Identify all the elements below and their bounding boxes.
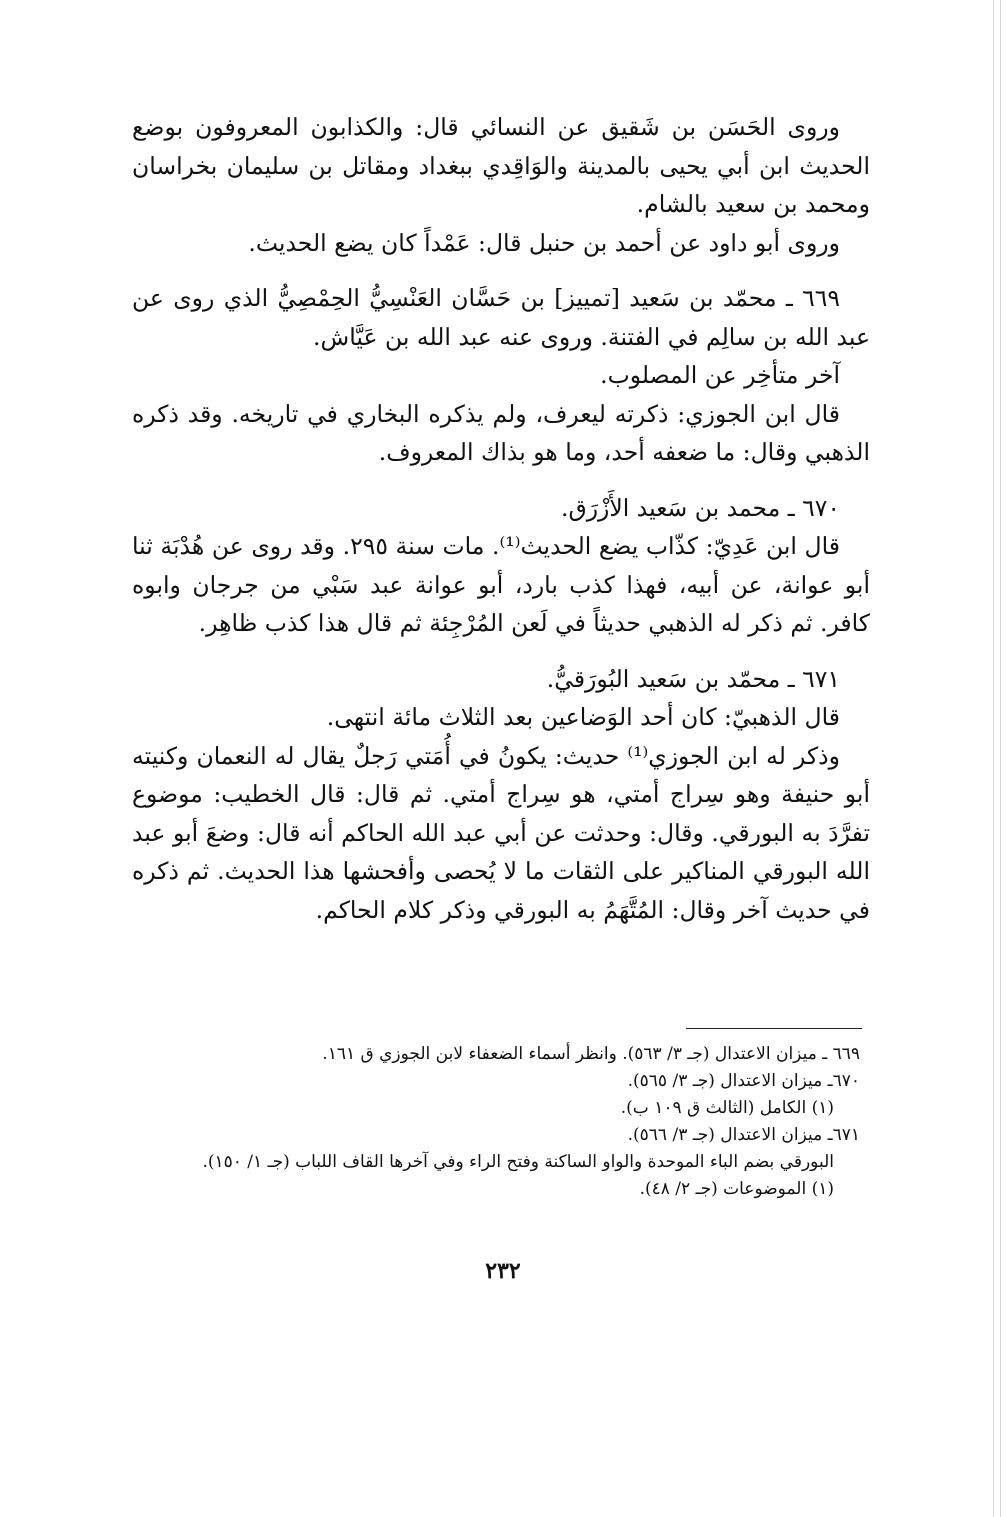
entry-670-text: قال ابن عَدِيّ: كذّاب يضع الحديث⁽¹⁾. مات سنة ٢٩٥. وقد روى عن هُدْبَة ثنا أبو عوانة، عن أبيه، فهذا كذب بارد، أبو عوانة عبد سَبْي من جرجان وابوه كافر. ثم ذكر له الذهبي حديثاً في لَعن المُرْجِئة ثم قال هذا كذب ظاهِر. [132, 532, 870, 637]
main-text [132, 108, 870, 929]
entry-669-text: قال ابن الجوزي: ذكرته ليعرف، ولم يذكره البخاري في تاريخه. وقد ذكره الذهبي وقال: ما ضعفه أحد، وما هو بذاك المعروف. [132, 399, 870, 466]
footnote-line: (١) الكامل (الثالث ق ١٠٩ ب). [620, 1098, 834, 1118]
page-edge-line [993, 0, 994, 1517]
footnote-line: ٦٦٩ ـ ميزان الاعتدال (جـ ٣/ ٥٦٣). وانظر أسماء الضعفاء لابن الجوزي ق ١٦١. [322, 1044, 860, 1064]
paragraph-ahmad-quote: وروى أبو داود عن أحمد بن حنبل قال: عَمْداً كان يضع الحديث. [248, 228, 840, 257]
footnote-line: (١) الموضوعات (جـ ٢/ ٤٨). [639, 1179, 834, 1199]
entry-671-text: وذكر له ابن الجوزي⁽¹⁾ حديث: يكونُ في أُمَتي رَجلٌ يقال له النعمان وكنيته أبو حنيفة وهو سِراج أمتي، هو سِراج أمتي. ثم قال: قال الخطيب: موضوع تفرَّدَ به البورقي. وقال: وحدثت عن أبي عبد الله الحاكم أنه قال: وضعَ أبو عبد الله البورقي المناكير على الثقات ما لا يُحصى وأفحشها هذا الحديث. ثم ذكره في حديث آخر وقال: المُتَّهَمُ به البورقي وذكر كلام الحاكم. [132, 741, 870, 924]
entry-670-title: ٦٧٠ ـ محمد بن سَعيد الأَزْرَق. [560, 493, 840, 522]
entry-671-text: قال الذهبيّ: كان أحد الوَضاعين بعد الثلاث مائة انتهى. [326, 703, 840, 731]
footnote-line: ٦٧١ـ ميزان الاعتدال (جـ ٣/ ٥٦٦). [627, 1125, 860, 1145]
footnote-line: البورقي بضم الباء الموحدة والواو الساكنة وفتح الراء وفي آخرها القاف اللباب (جـ ١/ ١٥٠). [202, 1152, 834, 1172]
page-number: ٢٣٢ [485, 1258, 521, 1284]
page-edge-line [1000, 0, 1001, 1517]
entry-669-title: ٦٦٩ ـ محمّد بن سَعيد [تمييز] بن حَسَّان العَنْسِيُّ الحِمْصِيُّ الذي روى عن عبد الله بن سالِم في الفتنة. وروى عنه عبد الله بن عَيَّاش. [132, 284, 870, 351]
footnote-separator [686, 1028, 862, 1029]
entry-669-text: آخر متأخِر عن المصلوب. [600, 361, 840, 389]
entry-671-title: ٦٧١ ـ محمّد بن سَعيد البُورَقيُّ. [546, 664, 840, 693]
footnote-line: ٦٧٠ـ ميزان الاعتدال (جـ ٣/ ٥٦٥). [627, 1071, 860, 1091]
footnotes [160, 1041, 860, 1203]
paragraph-nasai-quote: وروى الحَسَن بن شَقيق عن النسائي قال: والكذابون المعروفون بوضع الحديث ابن أبي يحيى بالمدينة والوَاقِدي ببغداد ومقاتل بن سليمان بخراسان ومحمد بن سعيد بالشام. [132, 113, 870, 218]
